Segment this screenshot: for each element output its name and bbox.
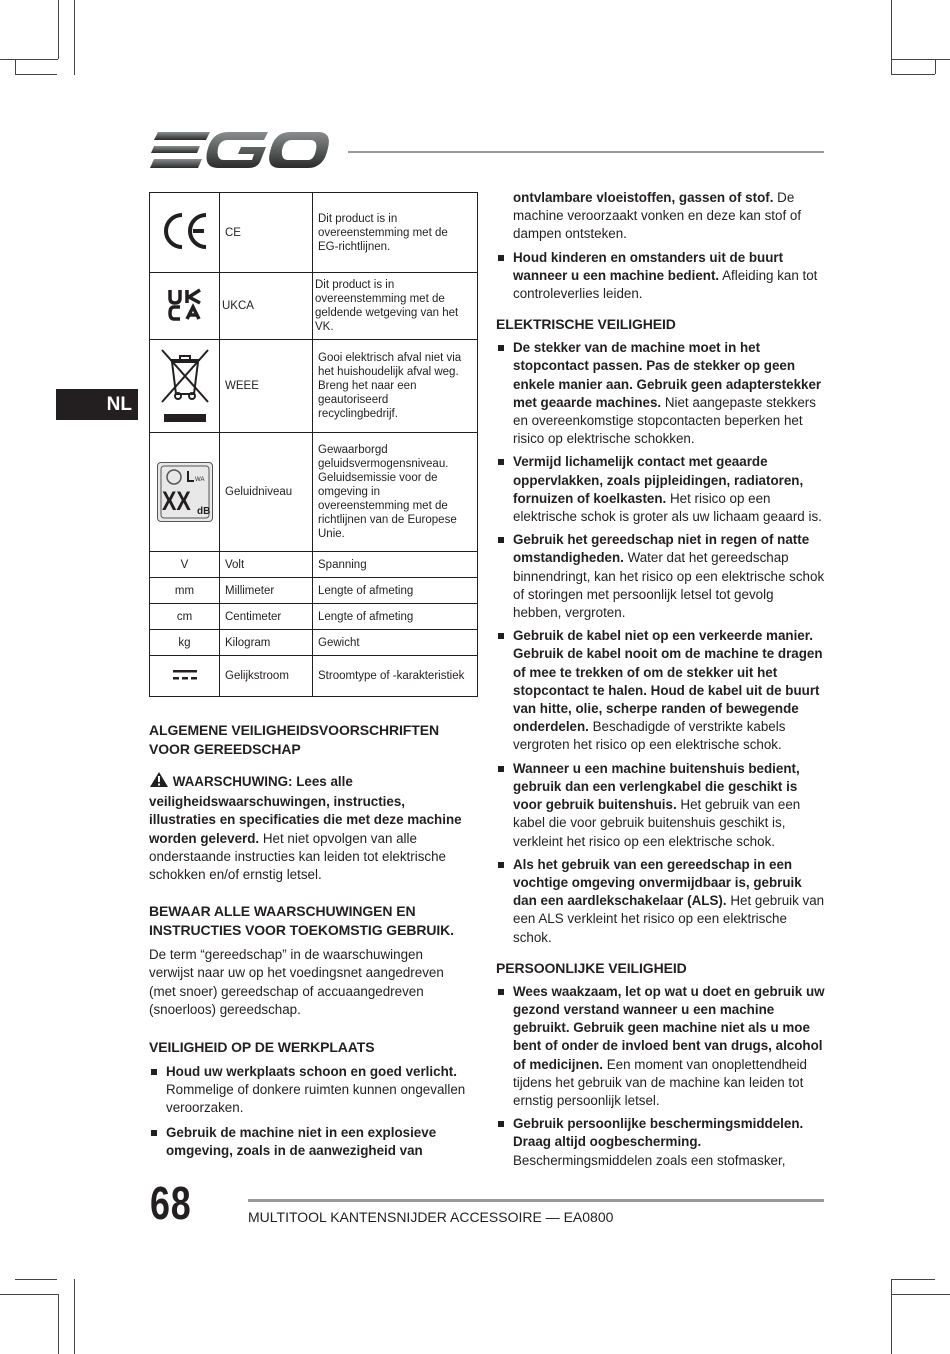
list-item <box>496 760 825 851</box>
item-text: Het risico op een elektrische schok is groter als uw lichaam geaard is. <box>513 490 822 525</box>
crop-mark <box>15 59 16 74</box>
dc-current-icon <box>150 656 220 697</box>
ce-mark-icon <box>150 193 220 273</box>
list-item <box>496 249 825 304</box>
symbol-desc: Dit product is in overeenstemming met de geldende wetgeving van het VK. <box>313 273 478 340</box>
ukca-mark-icon <box>150 273 220 340</box>
personal-safety-list <box>496 983 825 1170</box>
list-item <box>496 983 825 1110</box>
table-row <box>150 273 478 340</box>
noise-label-icon <box>150 433 220 552</box>
item-text: De machine veroorzaakt vonken en deze kan stof of dampen ontsteken. <box>513 190 802 242</box>
symbol-desc: Lengte of afmeting <box>313 604 478 630</box>
svg-text:dB: dB <box>196 506 210 517</box>
list-item <box>496 531 825 622</box>
heading-general-safety: ALGEMENE VEILIGHEIDSVOORSCHRIFTEN VOOR GEREEDSCHAP <box>149 722 439 757</box>
table-row <box>150 578 478 604</box>
crop-mark <box>935 59 936 74</box>
table-row <box>150 193 478 273</box>
left-column <box>149 721 467 1160</box>
noise-level-placeholder: XX <box>161 486 191 516</box>
list-item <box>496 453 825 526</box>
table-row <box>150 433 478 552</box>
language-tab: NL <box>56 389 138 420</box>
symbol-desc: Gewicht <box>313 630 478 656</box>
crop-mark <box>15 1279 57 1280</box>
item-bold: Gebruik de machine niet in een explosieve omgeving, zoals in de aanwezigheid van <box>166 1124 437 1158</box>
warning-bold: Lees alle veiligheidswaarschuwingen, instructies, illustraties en specificaties die met deze machine worden geleverd. <box>149 774 462 846</box>
item-bold: Wanneer u een machine buitenshuis bedient, gebruik dan een verlengkabel die geschikt is voor gebruik buitenshuis. <box>513 760 800 813</box>
item-bold: De stekker van de machine moet in het stopcontact passen. Pas de stekker op geen enkele manier aan. Gebruik geen adapterstekker met geaarde machines. <box>513 340 822 410</box>
crop-mark <box>892 1294 950 1295</box>
crop-mark <box>892 74 935 75</box>
crop-mark <box>15 74 57 75</box>
item-bold: Gebruik de kabel niet op een verkeerde manier. Gebruik de kabel nooit om de machine te dragen of mee te trekken of om de stekker uit het stopcontact te halen. Houd de kabel uit de buurt van hitte, olie, scherpe randen of bewegende onderdelen. <box>513 628 823 735</box>
item-bold: Als het gebruik van een gereedschap in een vochtige omgeving onvermijdbaar is, gebruik dan een aardlekschakelaar (ALS). <box>513 856 802 909</box>
symbol-cell: kg <box>150 630 220 656</box>
table-row <box>150 630 478 656</box>
symbol-cell: mm <box>150 578 220 604</box>
heading-keep-warnings: BEWAAR ALLE WAARSCHUWINGEN EN INSTRUCTIES VOOR TOEKOMSTIG GEBRUIK. <box>149 903 454 939</box>
item-text: Het gebruik van een kabel die voor gebruik buitenshuis geschikt is, verkleint het risico op een elektrische schok. <box>513 797 801 849</box>
ego-logo <box>150 128 330 172</box>
warning-paragraph <box>149 771 467 884</box>
symbol-table <box>149 192 478 697</box>
table-row <box>150 656 478 697</box>
symbol-desc: Gooi elektrisch afval niet via het huishoudelijk afval weg. Breng het naar een geautoriseerd recyclingbedrijf. <box>313 340 478 433</box>
heading-electrical-safety: ELEKTRISCHE VEILIGHEID <box>496 316 676 333</box>
heading-work-area: VEILIGHEID OP DE WERKPLAATS <box>149 1039 375 1056</box>
list-item <box>496 339 825 448</box>
symbol-desc: Lengte of afmeting <box>313 578 478 604</box>
weee-icon <box>150 340 220 433</box>
item-bold: Gebruik persoonlijke beschermingsmiddelen. Draag altijd oogbescherming. <box>513 1116 804 1150</box>
symbol-name: Geluidniveau <box>220 433 313 552</box>
electrical-safety-list <box>496 339 825 947</box>
warning-icon <box>149 771 169 793</box>
symbol-desc: Spanning <box>313 552 478 578</box>
header-rule <box>348 151 824 153</box>
symbol-name: Kilogram <box>220 630 313 656</box>
symbol-name: UKCA <box>220 273 313 340</box>
item-text: Een moment van onoplettendheid tijdens het gebruik van de machine kan leiden tot ernstig persoonlijk letsel. <box>513 1056 808 1108</box>
crop-mark <box>891 0 892 75</box>
heading-personal-safety: PERSOONLIJKE VEILIGHEID <box>496 959 687 976</box>
table-row <box>150 552 478 578</box>
item-text: Rommelige of donkere ruimten kunnen ongevallen veroorzaken. <box>166 1082 466 1116</box>
item-bold: ontvlambare vloeistoffen, gassen of stof. <box>513 190 774 205</box>
page-number: 68 <box>150 1177 192 1229</box>
item-bold: Houd uw werkplaats schoon en goed verlicht. <box>166 1064 457 1080</box>
item-bold: Wees waakzaam, let op wat u doet en gebruik uw gezond verstand wanneer u een machine gebruikt. Gebruik geen machine niet als u moe bent of onder de invloed bent van drugs, alcohol of medicijnen. <box>513 983 825 1072</box>
crop-mark <box>58 0 59 59</box>
item-text: Afleiding kan tot controleverlies leiden. <box>513 267 818 302</box>
list-item <box>496 1115 825 1170</box>
crop-mark <box>891 1279 892 1354</box>
list-item <box>496 627 825 754</box>
crop-mark <box>892 59 950 60</box>
work-area-list <box>149 1063 467 1160</box>
crop-mark <box>0 59 58 60</box>
footer-rule <box>248 1199 824 1202</box>
list-item <box>149 1124 467 1160</box>
footer-title: MULTITOOL KANTENSNIJDER ACCESSOIRE — EA0800 <box>248 1209 614 1225</box>
symbol-desc: Gewaarborgd geluidsvermogensniveau. Geluidsemissie voor de omgeving in overeenstemming met de richtlijnen van de Europese Unie. <box>313 433 478 552</box>
right-column <box>496 189 825 1170</box>
warning-label: WAARSCHUWING: <box>172 774 293 789</box>
symbol-desc: Stroomtype of -karakteristiek <box>313 656 478 697</box>
item-bold: Houd kinderen en omstanders uit de buurt wanneer u een machine bedient. <box>513 249 784 283</box>
continued-paragraph <box>496 189 825 244</box>
symbol-cell: V <box>150 552 220 578</box>
crop-mark <box>0 1294 58 1295</box>
list-item <box>149 1063 467 1118</box>
crop-mark <box>58 1294 59 1354</box>
table-row <box>150 340 478 433</box>
symbol-name: Volt <box>220 552 313 578</box>
symbol-cell: cm <box>150 604 220 630</box>
item-text: Niet aangepaste stekkers en overeenkomstige stopcontacten beperken het risico op elektrische schokken. <box>513 394 816 447</box>
symbol-name: Centimeter <box>220 604 313 630</box>
table-row <box>150 604 478 630</box>
work-area-list-cont <box>496 249 825 304</box>
symbol-desc: Dit product is in overeenstemming met de EG-richtlijnen. <box>313 193 478 273</box>
symbol-name: CE <box>220 193 313 273</box>
list-item <box>496 856 825 947</box>
symbol-name: WEEE <box>220 340 313 433</box>
warning-text: Het niet opvolgen van alle onderstaande instructies kan leiden tot elektrische schokken en/of ernstig letsel. <box>149 830 447 883</box>
item-bold: Vermijd lichamelijk contact met geaarde oppervlakken, zoals pijpleidingen, radiatoren, fornuizen of koelkasten. <box>513 454 804 506</box>
crop-mark <box>74 1279 75 1354</box>
crop-mark <box>74 0 75 75</box>
item-bold: Gebruik het gereedschap niet in regen of natte omstandigheden. <box>513 532 810 566</box>
crop-mark <box>892 1279 935 1280</box>
symbol-name: Gelijkstroom <box>220 656 313 697</box>
svg-text:WA: WA <box>194 477 204 483</box>
item-text: Beschermingsmiddelen zoals een stofmasker, <box>513 1152 786 1168</box>
item-text: Water dat het gereedschap binnendringt, kan het risico op een elektrische schok of storingen met persoonlijk letsel tot gevolg hebben, vergroten. <box>513 550 825 621</box>
item-text: Beschadigde of verstrikte kabels vergroten het risico op een elektrische schok. <box>513 719 786 753</box>
item-text: Het gebruik van een ALS verkleint het risico op een elektrische schok. <box>513 893 825 945</box>
term-paragraph: De term “gereedschap” in de waarschuwingen verwijst naar uw op het voedingsnet aangedreven (met snoer) gereedschap of accuaangedreven (snoerloos) gereedschap. <box>149 947 444 1017</box>
symbol-name: Millimeter <box>220 578 313 604</box>
